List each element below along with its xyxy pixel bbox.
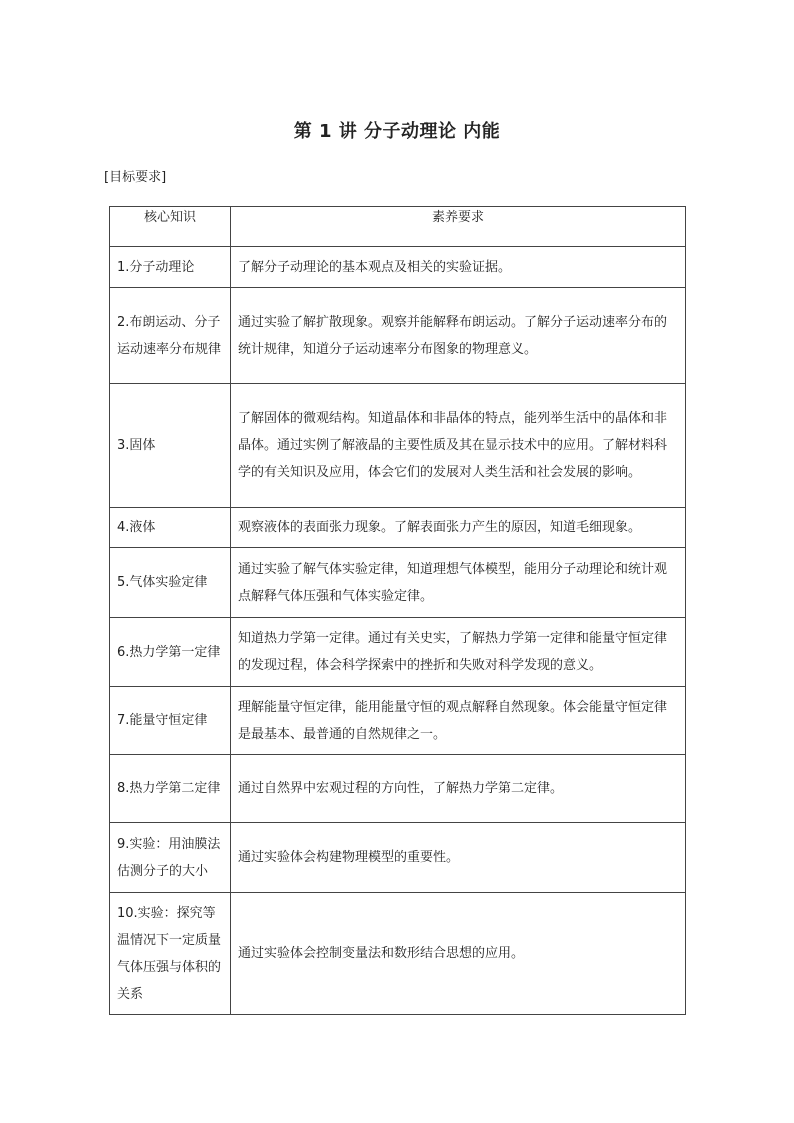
knowledge-cell: 6.热力学第一定律 <box>110 618 231 687</box>
requirement-cell: 观察液体的表面张力现象。了解表面张力产生的原因，知道毛细现象。 <box>231 508 686 548</box>
table-row <box>110 288 686 384</box>
knowledge-cell: 7.能量守恒定律 <box>110 687 231 755</box>
requirement-cell: 通过实验了解扩散现象。观察并能解释布朗运动。了解分子运动速率分布的统计规律，知道分子运动速率分布图象的物理意义。 <box>231 288 686 384</box>
requirement-cell: 通过实验了解气体实验定律，知道理想气体模型，能用分子动理论和统计观点解释气体压强和气体实验定律。 <box>231 548 686 618</box>
column-header-requirement: 素养要求 <box>231 207 686 247</box>
requirement-cell: 通过实验体会构建物理模型的重要性。 <box>231 823 686 893</box>
requirement-cell: 了解固体的微观结构。知道晶体和非晶体的特点，能列举生活中的晶体和非晶体。通过实例了解液晶的主要性质及其在显示技术中的应用。了解材料科学的有关知识及应用，体会它们的发展对人类生活和社会发展的影响。 <box>231 384 686 508</box>
knowledge-cell: 3.固体 <box>110 384 231 508</box>
knowledge-cell: 4.液体 <box>110 508 231 548</box>
table-row <box>110 823 686 893</box>
section-label: [目标要求] <box>104 170 167 185</box>
requirement-cell: 通过实验体会控制变量法和数形结合思想的应用。 <box>231 893 686 1015</box>
knowledge-cell: 2.布朗运动、分子运动速率分布规律 <box>110 288 231 384</box>
knowledge-cell: 8.热力学第二定律 <box>110 755 231 823</box>
requirement-cell: 理解能量守恒定律，能用能量守恒的观点解释自然现象。体会能量守恒定律是最基本、最普通的自然规律之一。 <box>231 687 686 755</box>
knowledge-cell: 9.实验：用油膜法估测分子的大小 <box>110 823 231 893</box>
requirements-table <box>109 206 686 1015</box>
table-row <box>110 247 686 288</box>
knowledge-cell: 10.实验：探究等温情况下一定质量气体压强与体积的关系 <box>110 893 231 1015</box>
requirement-cell: 知道热力学第一定律。通过有关史实，了解热力学第一定律和能量守恒定律的发现过程，体会科学探索中的挫折和失败对科学发现的意义。 <box>231 618 686 687</box>
knowledge-cell: 1.分子动理论 <box>110 247 231 288</box>
table-row <box>110 687 686 755</box>
table-row <box>110 618 686 687</box>
requirement-cell: 通过自然界中宏观过程的方向性，了解热力学第二定律。 <box>231 755 686 823</box>
table-row <box>110 755 686 823</box>
table-row <box>110 893 686 1015</box>
table-row <box>110 508 686 548</box>
column-header-knowledge: 核心知识 <box>110 207 231 247</box>
table-header-row <box>110 207 686 247</box>
requirement-cell: 了解分子动理论的基本观点及相关的实验证据。 <box>231 247 686 288</box>
knowledge-cell: 5.气体实验定律 <box>110 548 231 618</box>
table-row <box>110 548 686 618</box>
page-title: 第 1 讲 分子动理论 内能 <box>293 121 501 142</box>
table-row <box>110 384 686 508</box>
